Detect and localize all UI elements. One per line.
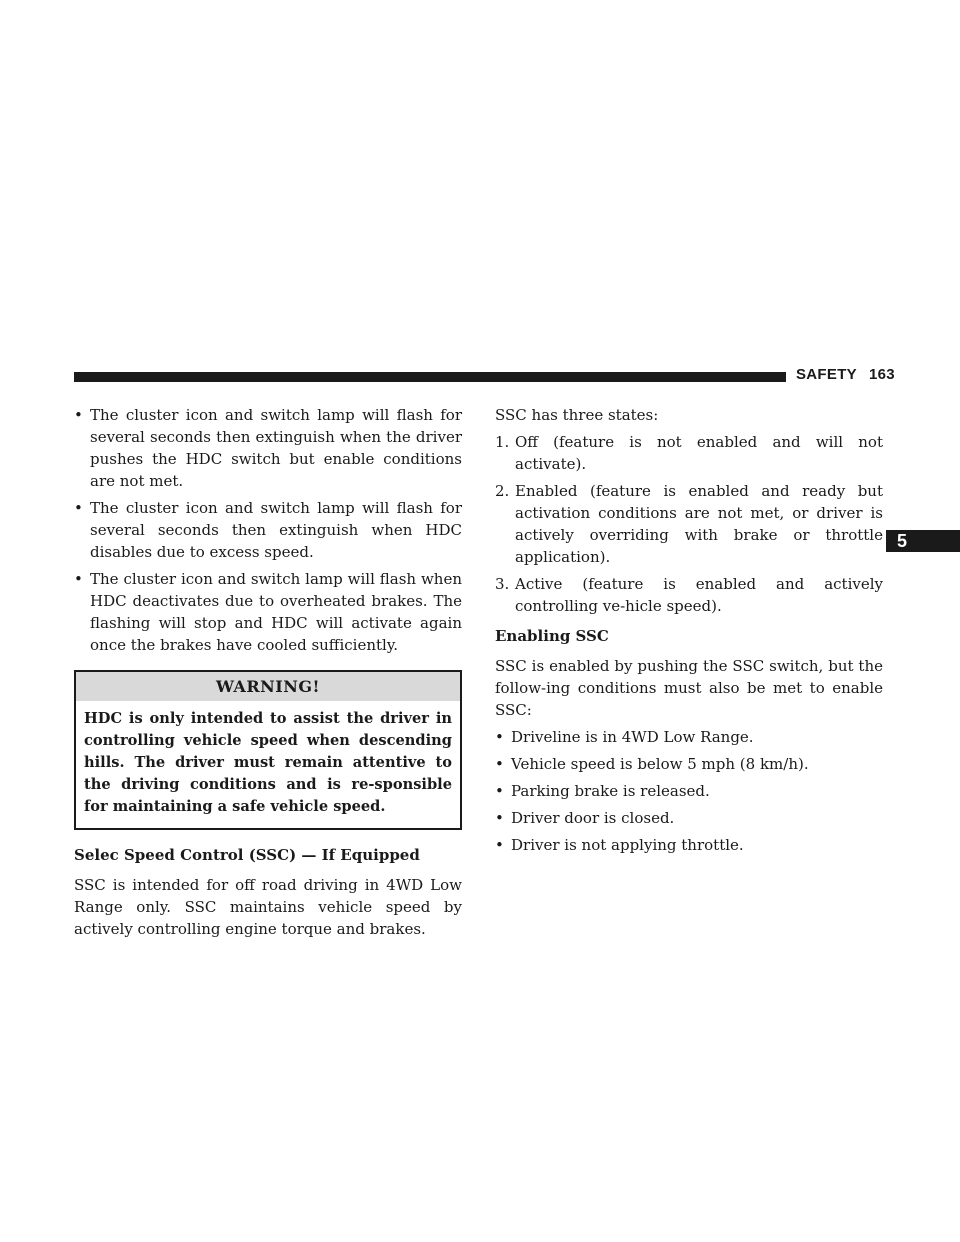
item-number: 1. xyxy=(495,433,510,451)
section-heading: Selec Speed Control (SSC) — If Equipped xyxy=(74,846,420,864)
bullet-text: Driver is not applying throttle. xyxy=(511,836,744,854)
bullet-text: The cluster icon and switch lamp will flash for several seconds then extinguish when the driver pushes the HDC switch but enable conditions are not met. xyxy=(90,406,462,490)
numbered-item xyxy=(495,480,883,568)
bullet-icon: • xyxy=(495,755,504,773)
bullet-item xyxy=(74,568,462,656)
bullet-icon: • xyxy=(495,836,504,854)
numbered-item xyxy=(495,431,883,475)
warning-body: HDC is only intended to assist the driver in controlling vehicle speed when descending hills. The driver must remain attentive to the driving conditions and is re-sponsible for maintaining a safe vehicle speed. xyxy=(84,710,452,815)
bullet-item xyxy=(495,834,883,856)
bullet-item xyxy=(495,753,883,775)
header-rule xyxy=(74,372,786,382)
section-title: SAFETY xyxy=(796,366,857,383)
bullet-text: Driver door is closed. xyxy=(511,809,675,827)
bullet-text: Driveline is in 4WD Low Range. xyxy=(511,728,754,746)
bullet-item xyxy=(74,497,462,563)
page-number: 163 xyxy=(868,366,895,383)
bullet-text: Vehicle speed is below 5 mph (8 km/h). xyxy=(511,755,809,773)
right-column xyxy=(495,404,883,861)
numbered-item xyxy=(495,573,883,617)
bullet-item xyxy=(495,780,883,802)
bullet-icon: • xyxy=(74,499,83,517)
bullet-item xyxy=(495,807,883,829)
body-paragraph: SSC is intended for off road driving in 4WD Low Range only. SSC maintains vehicle speed by actively controlling engine torque and brakes. xyxy=(74,876,462,938)
bullet-text: The cluster icon and switch lamp will flash for several seconds then extinguish when HDC disables due to excess speed. xyxy=(90,499,462,561)
states-intro: SSC has three states: xyxy=(495,406,659,424)
chapter-tab: 5 xyxy=(886,530,960,552)
warning-box xyxy=(74,670,462,830)
bullet-item xyxy=(74,404,462,492)
bullet-item xyxy=(495,726,883,748)
running-header xyxy=(796,366,895,383)
bullet-icon: • xyxy=(495,809,504,827)
bullet-icon: • xyxy=(74,570,83,588)
item-text: Enabled (feature is enabled and ready but activation conditions are not met, or driver is actively overriding with brake or throttle application). xyxy=(515,482,883,566)
body-paragraph: SSC is enabled by pushing the SSC switch, but the follow-ing conditions must also be met to enable SSC: xyxy=(495,657,883,719)
bullet-icon: • xyxy=(74,406,83,424)
bullet-icon: • xyxy=(495,728,504,746)
section-heading: Enabling SSC xyxy=(495,627,609,645)
bullet-icon: • xyxy=(495,782,504,800)
bullet-text: The cluster icon and switch lamp will flash when HDC deactivates due to overheated brakes. The flashing will stop and HDC will activate again once the brakes have cooled sufficiently. xyxy=(90,570,462,654)
left-column xyxy=(74,404,462,945)
warning-title: WARNING! xyxy=(76,672,460,701)
item-text: Active (feature is enabled and actively controlling ve-hicle speed). xyxy=(515,575,883,615)
item-number: 2. xyxy=(495,482,510,500)
item-text: Off (feature is not enabled and will not activate). xyxy=(515,433,883,473)
bullet-text: Parking brake is released. xyxy=(511,782,710,800)
item-number: 3. xyxy=(495,575,510,593)
